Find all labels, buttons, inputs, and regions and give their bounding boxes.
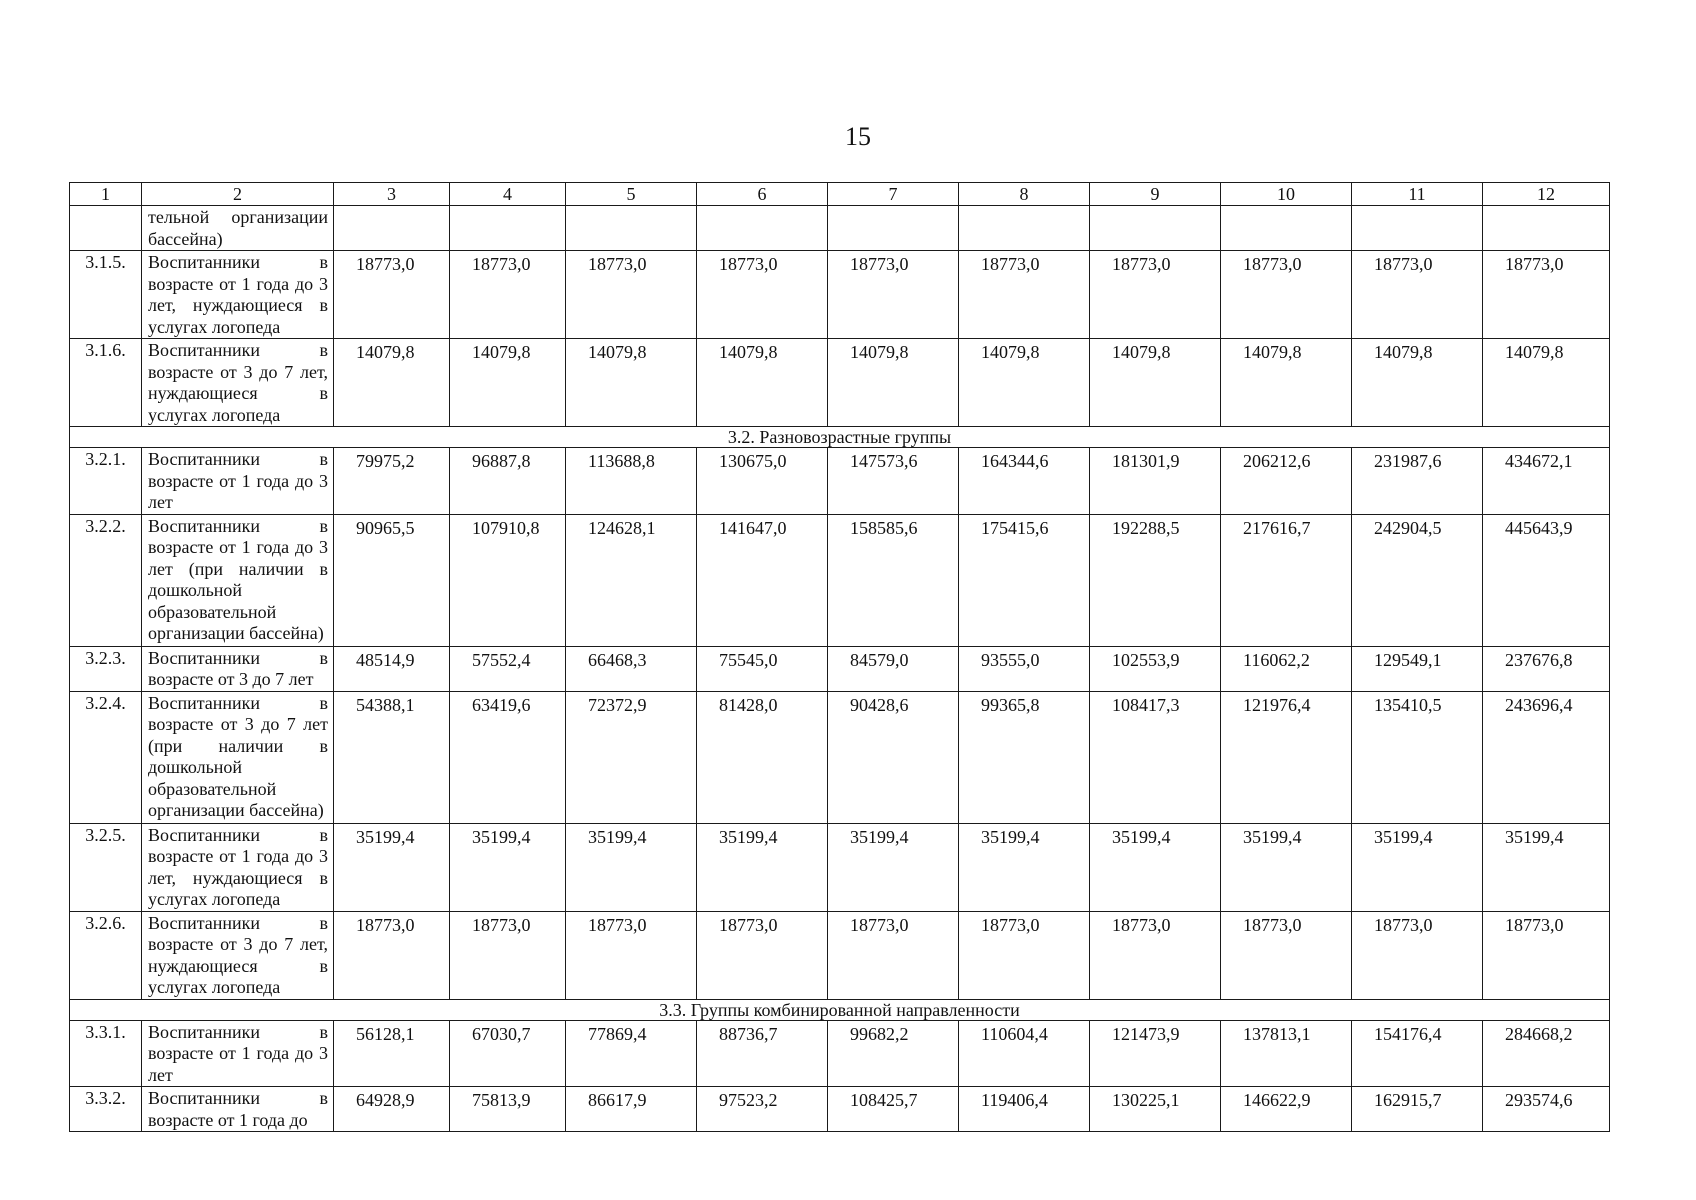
value-cell: 121976,4 (1221, 691, 1352, 823)
table-row (70, 691, 1610, 823)
value-cell (566, 206, 697, 251)
value-cell: 14079,8 (1352, 339, 1483, 427)
value-cell: 97523,2 (697, 1087, 828, 1132)
value-cell: 35199,4 (1483, 823, 1610, 911)
value-cell: 121473,9 (1090, 1020, 1221, 1087)
value-cell: 18773,0 (566, 251, 697, 339)
row-description: Воспитанники в возрасте от 1 года до 3 лет, нуждающиеся в услугах логопеда (142, 823, 334, 911)
table-row (70, 1020, 1610, 1087)
row-code: 3.1.5. (70, 251, 142, 339)
row-code: 3.3.2. (70, 1087, 142, 1132)
row-description: Воспитанники в возрасте от 3 до 7 лет (при наличии в дошкольной образовательной организации бассейна) (142, 691, 334, 823)
value-cell: 18773,0 (828, 251, 959, 339)
value-cell: 293574,6 (1483, 1087, 1610, 1132)
row-description: Воспитанники в возрасте от 1 года до 3 лет, нуждающиеся в услугах логопеда (142, 251, 334, 339)
value-cell: 14079,8 (697, 339, 828, 427)
value-cell: 75545,0 (697, 646, 828, 691)
table-row (70, 339, 1610, 427)
table-row (70, 448, 1610, 515)
value-cell: 18773,0 (828, 911, 959, 999)
column-number-row (70, 183, 1610, 206)
value-cell: 14079,8 (828, 339, 959, 427)
value-cell: 284668,2 (1483, 1020, 1610, 1087)
value-cell: 113688,8 (566, 448, 697, 515)
value-cell: 110604,4 (959, 1020, 1090, 1087)
value-cell: 108417,3 (1090, 691, 1221, 823)
value-cell: 79975,2 (334, 448, 450, 515)
value-cell: 116062,2 (1221, 646, 1352, 691)
value-cell: 35199,4 (1352, 823, 1483, 911)
value-cell: 18773,0 (1352, 251, 1483, 339)
value-cell: 18773,0 (1483, 911, 1610, 999)
row-description: Воспитанники в возрасте от 3 до 7 лет, нуждающиеся в услугах логопеда (142, 339, 334, 427)
column-number-6: 6 (697, 183, 828, 206)
value-cell: 434672,1 (1483, 448, 1610, 515)
table-row (70, 911, 1610, 999)
value-cell: 35199,4 (959, 823, 1090, 911)
value-cell: 130225,1 (1090, 1087, 1221, 1132)
value-cell: 81428,0 (697, 691, 828, 823)
value-cell: 445643,9 (1483, 514, 1610, 646)
value-cell: 137813,1 (1221, 1020, 1352, 1087)
row-code: 3.1.6. (70, 339, 142, 427)
value-cell: 14079,8 (1090, 339, 1221, 427)
value-cell: 158585,6 (828, 514, 959, 646)
table-row (70, 646, 1610, 691)
column-number-9: 9 (1090, 183, 1221, 206)
value-cell: 88736,7 (697, 1020, 828, 1087)
value-cell: 48514,9 (334, 646, 450, 691)
value-cell: 67030,7 (450, 1020, 566, 1087)
value-cell: 93555,0 (959, 646, 1090, 691)
row-code (70, 206, 142, 251)
value-cell: 18773,0 (697, 251, 828, 339)
value-cell: 96887,8 (450, 448, 566, 515)
value-cell: 18773,0 (1221, 251, 1352, 339)
row-code: 3.3.1. (70, 1020, 142, 1087)
value-cell: 147573,6 (828, 448, 959, 515)
column-number-12: 12 (1483, 183, 1610, 206)
row-description: Воспитанники в возрасте от 3 до 7 лет (142, 646, 334, 691)
value-cell: 18773,0 (334, 251, 450, 339)
table-row (70, 514, 1610, 646)
value-cell: 14079,8 (334, 339, 450, 427)
row-description: Воспитанники в возрасте от 1 года до 3 лет (142, 448, 334, 515)
value-cell: 107910,8 (450, 514, 566, 646)
row-description: Воспитанники в возрасте от 3 до 7 лет, нуждающиеся в услугах логопеда (142, 911, 334, 999)
value-cell: 84579,0 (828, 646, 959, 691)
tariff-table (69, 182, 1610, 1132)
value-cell (1483, 206, 1610, 251)
value-cell: 18773,0 (959, 911, 1090, 999)
value-cell: 77869,4 (566, 1020, 697, 1087)
row-code: 3.2.2. (70, 514, 142, 646)
row-code: 3.2.4. (70, 691, 142, 823)
value-cell: 35199,4 (566, 823, 697, 911)
value-cell: 66468,3 (566, 646, 697, 691)
page-number: 15 (845, 122, 871, 151)
value-cell: 18773,0 (450, 911, 566, 999)
value-cell (697, 206, 828, 251)
value-cell: 130675,0 (697, 448, 828, 515)
value-cell: 18773,0 (1221, 911, 1352, 999)
value-cell (1221, 206, 1352, 251)
row-description: Воспитанники в возрасте от 1 года до 3 лет (142, 1020, 334, 1087)
column-number-4: 4 (450, 183, 566, 206)
value-cell: 18773,0 (1483, 251, 1610, 339)
value-cell: 14079,8 (450, 339, 566, 427)
value-cell: 146622,9 (1221, 1087, 1352, 1132)
value-cell: 18773,0 (697, 911, 828, 999)
value-cell: 18773,0 (334, 911, 450, 999)
row-description: Воспитанники в возрасте от 1 года до 3 лет (при наличии в дошкольной образовательной организации бассейна) (142, 514, 334, 646)
value-cell: 72372,9 (566, 691, 697, 823)
column-number-2: 2 (142, 183, 334, 206)
value-cell: 135410,5 (1352, 691, 1483, 823)
value-cell: 164344,6 (959, 448, 1090, 515)
section-row (70, 427, 1610, 448)
value-cell: 35199,4 (450, 823, 566, 911)
value-cell: 102553,9 (1090, 646, 1221, 691)
section-title: 3.3. Группы комбинированной направленности (70, 999, 1610, 1020)
value-cell: 18773,0 (959, 251, 1090, 339)
table-body (70, 183, 1610, 1132)
value-cell: 56128,1 (334, 1020, 450, 1087)
column-number-3: 3 (334, 183, 450, 206)
column-number-1: 1 (70, 183, 142, 206)
value-cell: 181301,9 (1090, 448, 1221, 515)
column-number-11: 11 (1352, 183, 1483, 206)
value-cell: 57552,4 (450, 646, 566, 691)
table-row (70, 251, 1610, 339)
value-cell: 119406,4 (959, 1087, 1090, 1132)
value-cell: 243696,4 (1483, 691, 1610, 823)
row-code: 3.2.3. (70, 646, 142, 691)
row-description: тельной организации бассейна) (142, 206, 334, 251)
value-cell: 63419,6 (450, 691, 566, 823)
value-cell: 141647,0 (697, 514, 828, 646)
value-cell: 129549,1 (1352, 646, 1483, 691)
value-cell (959, 206, 1090, 251)
value-cell: 14079,8 (1483, 339, 1610, 427)
value-cell: 217616,7 (1221, 514, 1352, 646)
value-cell: 75813,9 (450, 1087, 566, 1132)
value-cell: 35199,4 (828, 823, 959, 911)
value-cell: 237676,8 (1483, 646, 1610, 691)
value-cell: 175415,6 (959, 514, 1090, 646)
value-cell: 99365,8 (959, 691, 1090, 823)
value-cell: 35199,4 (334, 823, 450, 911)
table-row (70, 206, 1610, 251)
value-cell: 242904,5 (1352, 514, 1483, 646)
column-number-5: 5 (566, 183, 697, 206)
value-cell: 35199,4 (1090, 823, 1221, 911)
value-cell: 162915,7 (1352, 1087, 1483, 1132)
value-cell: 35199,4 (697, 823, 828, 911)
value-cell: 18773,0 (1352, 911, 1483, 999)
value-cell: 154176,4 (1352, 1020, 1483, 1087)
row-description: Воспитанники в возрасте от 1 года до (142, 1087, 334, 1132)
value-cell: 18773,0 (566, 911, 697, 999)
value-cell: 64928,9 (334, 1087, 450, 1132)
value-cell (828, 206, 959, 251)
value-cell: 14079,8 (959, 339, 1090, 427)
value-cell: 192288,5 (1090, 514, 1221, 646)
value-cell: 231987,6 (1352, 448, 1483, 515)
row-code: 3.2.5. (70, 823, 142, 911)
value-cell: 90428,6 (828, 691, 959, 823)
column-number-7: 7 (828, 183, 959, 206)
value-cell: 54388,1 (334, 691, 450, 823)
value-cell: 14079,8 (566, 339, 697, 427)
value-cell: 18773,0 (1090, 251, 1221, 339)
value-cell: 99682,2 (828, 1020, 959, 1087)
section-title: 3.2. Разновозрастные группы (70, 427, 1610, 448)
value-cell: 86617,9 (566, 1087, 697, 1132)
value-cell (1090, 206, 1221, 251)
row-code: 3.2.1. (70, 448, 142, 515)
section-row (70, 999, 1610, 1020)
column-number-8: 8 (959, 183, 1090, 206)
value-cell (450, 206, 566, 251)
value-cell: 108425,7 (828, 1087, 959, 1132)
value-cell: 14079,8 (1221, 339, 1352, 427)
value-cell (1352, 206, 1483, 251)
table-row (70, 1087, 1610, 1132)
table-row (70, 823, 1610, 911)
row-code: 3.2.6. (70, 911, 142, 999)
value-cell: 18773,0 (1090, 911, 1221, 999)
value-cell: 206212,6 (1221, 448, 1352, 515)
value-cell: 124628,1 (566, 514, 697, 646)
column-number-10: 10 (1221, 183, 1352, 206)
value-cell: 35199,4 (1221, 823, 1352, 911)
value-cell: 90965,5 (334, 514, 450, 646)
value-cell: 18773,0 (450, 251, 566, 339)
value-cell (334, 206, 450, 251)
